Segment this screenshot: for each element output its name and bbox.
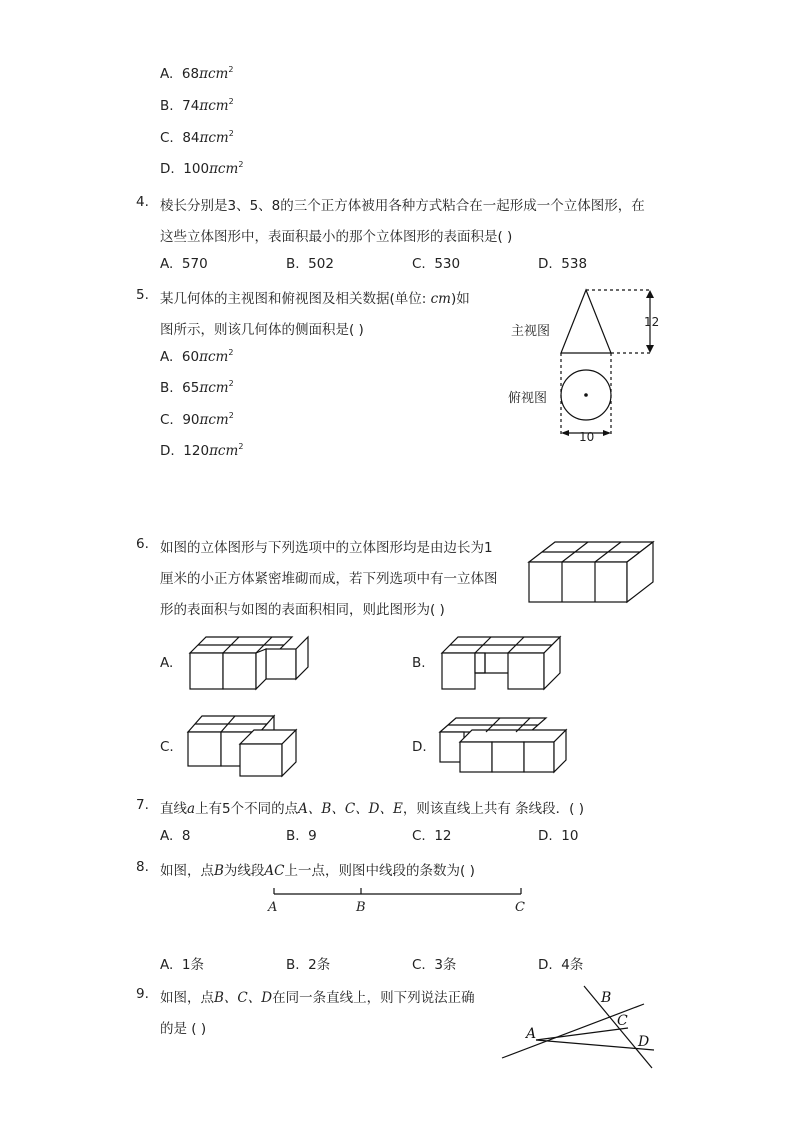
q4-option-c[interactable]: C. 530	[412, 256, 461, 272]
point-b-label: B	[601, 990, 612, 1006]
q6-text-line1: 如图的立体图形与下列选项中的立体图形均是由边长为1	[160, 540, 493, 556]
q8-option-a[interactable]: A. 1条	[160, 957, 204, 973]
height-label: 12	[644, 315, 660, 329]
arrowhead-up	[646, 290, 654, 298]
cone-front-view-triangle	[561, 290, 611, 353]
arrowhead-left	[561, 430, 569, 436]
q4-text-line1: 棱长分别是3、5、8的三个正方体被用各种方式粘合在一起形成一个立体图形，在	[160, 198, 645, 214]
q8-option-d[interactable]: D. 4条	[538, 957, 584, 973]
q4-text-line2: 这些立体图形中，表面积最小的那个立体图形的表面积是( )	[160, 229, 513, 245]
q8-text: 如图，点B为线段AC上一点，则图中线段的条数为( )	[160, 863, 475, 879]
q3-option-b[interactable]: B. 74πcm$^2$	[160, 97, 234, 114]
q9-text-line1: 如图，点B、C、D在同一条直线上，则下列说法正确	[160, 990, 475, 1006]
q5-option-d[interactable]: D. 120πcm$^2$	[160, 442, 244, 459]
q9-text-line2: 的是 ( )	[160, 1021, 207, 1037]
q8-number: 8.	[136, 859, 149, 875]
q7-option-c[interactable]: C. 12	[412, 828, 452, 844]
q5-text-line1: 某几何体的主视图和俯视图及相关数据(单位: cm)如	[160, 291, 470, 307]
q8-option-b[interactable]: B. 2条	[286, 957, 331, 973]
q6-number: 6.	[136, 536, 149, 552]
q4-number: 4.	[136, 194, 149, 210]
circle-center-dot	[584, 393, 588, 397]
q7-text: 直线a上有5个不同的点A、B、C、D、E，则该直线上共有 条线段．( )	[160, 801, 584, 817]
q8-option-c[interactable]: C. 3条	[412, 957, 457, 973]
q5-number: 5.	[136, 287, 149, 303]
q9-number: 9.	[136, 986, 149, 1002]
block-2x3	[529, 542, 653, 602]
point-c-label: C	[515, 900, 525, 915]
q7-option-b[interactable]: B. 9	[286, 828, 317, 844]
arrowhead-right	[603, 430, 611, 436]
q5-figure	[500, 285, 680, 445]
q5-option-b[interactable]: B. 65πcm$^2$	[160, 379, 234, 396]
q9-lines-figure	[496, 982, 666, 1072]
q4-option-a[interactable]: A. 570	[160, 256, 208, 272]
q6-main-figure	[527, 538, 657, 608]
q6-text-line3: 形的表面积与如图的表面积相同，则此图形为( )	[160, 602, 445, 618]
q6-option-c-figure[interactable]	[184, 710, 304, 780]
point-a-label: A	[526, 1026, 537, 1042]
q6-option-d-figure[interactable]	[436, 712, 571, 776]
q5-option-c[interactable]: C. 90πcm$^2$	[160, 411, 234, 428]
q6-option-d[interactable]: D.	[412, 739, 427, 755]
q7-number: 7.	[136, 797, 149, 813]
point-d-label: D	[638, 1034, 650, 1050]
q6-option-a[interactable]: A.	[160, 655, 174, 671]
point-b-label: B	[356, 900, 366, 915]
point-a-label: A	[268, 900, 278, 915]
q6-option-b[interactable]: B.	[412, 655, 426, 671]
q3-option-c[interactable]: C. 84πcm$^2$	[160, 129, 234, 146]
q3-option-d[interactable]: D. 100πcm$^2$	[160, 160, 244, 177]
q6-text-line2: 厘米的小正方体紧密堆砌而成，若下列选项中有一立体图	[160, 571, 498, 587]
point-c-label: C	[617, 1013, 628, 1029]
q5-text-line2: 图所示，则该几何体的侧面积是( )	[160, 322, 364, 338]
ray-ac	[536, 1028, 628, 1040]
q4-option-b[interactable]: B. 502	[286, 256, 334, 272]
q6-option-a-figure[interactable]	[186, 633, 316, 695]
q7-option-d[interactable]: D. 10	[538, 828, 579, 844]
front-view-label: 主视图	[511, 324, 551, 339]
diameter-label: 10	[579, 430, 595, 444]
q4-option-d[interactable]: D. 538	[538, 256, 588, 272]
top-view-label: 俯视图	[508, 391, 548, 406]
q5-option-a[interactable]: A. 60πcm$^2$	[160, 348, 234, 365]
q8-segment-figure	[262, 884, 537, 916]
q6-option-c[interactable]: C.	[160, 739, 174, 755]
q3-option-a[interactable]: A. 68πcm$^2$	[160, 65, 234, 82]
q7-option-a[interactable]: A. 8	[160, 828, 191, 844]
q6-option-b-figure[interactable]	[438, 633, 568, 695]
arrowhead-down	[646, 345, 654, 353]
